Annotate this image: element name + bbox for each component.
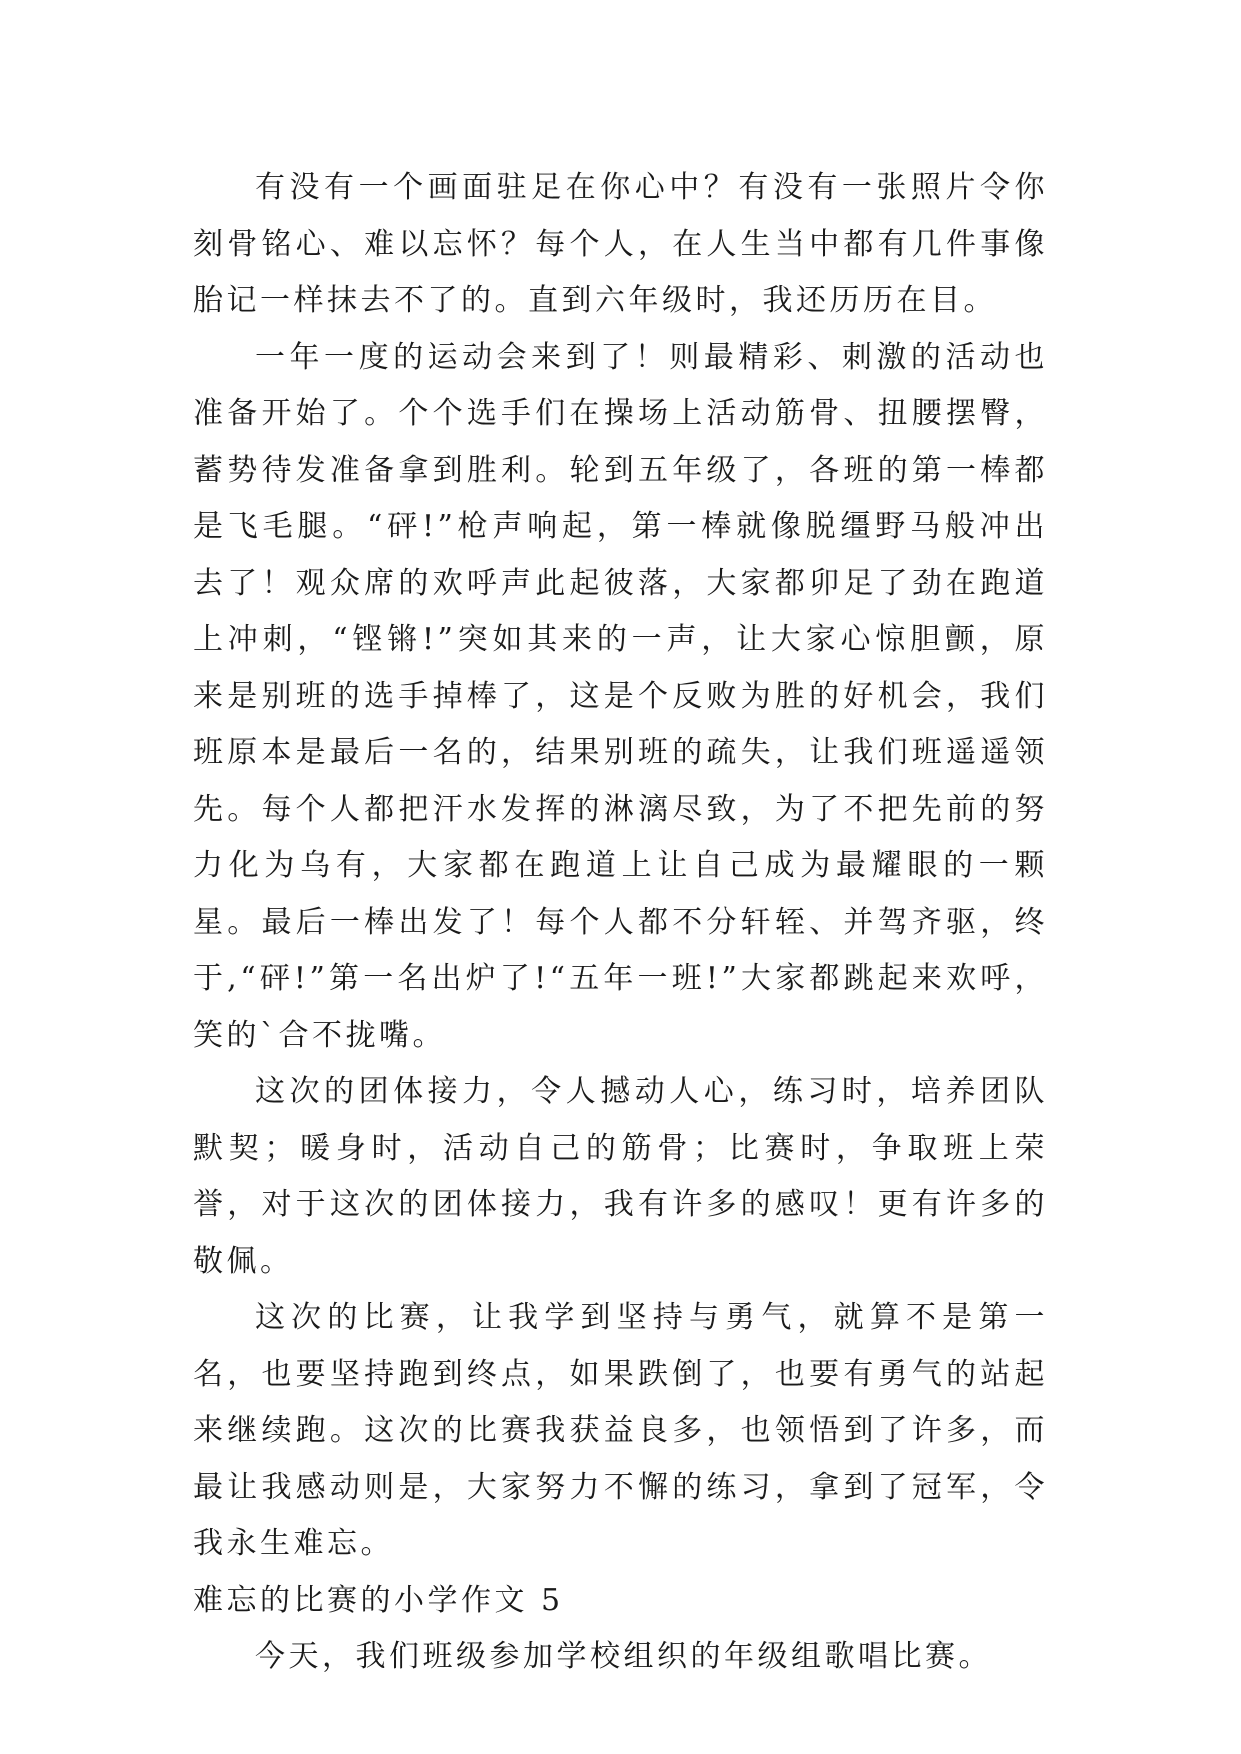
paragraph: 这次的团体接力，令人撼动人心，练习时，培养团队默契；暖身时，活动自己的筋骨；比赛时，争取班上荣誉，对于这次的团体接力，我有许多的感叹！更有许多的敬佩。 — [193, 1074, 1048, 1279]
document-body — [193, 160, 1048, 1686]
paragraph: 有没有一个画面驻足在你心中？有没有一张照片令你刻骨铭心、难以忘怀？每个人，在人生当中都有几件事像胎记一样抹去不了的。直到六年级时，我还历历在目。 — [193, 170, 1048, 318]
paragraph: 今天，我们班级参加学校组织的年级组歌唱比赛。 — [255, 1639, 992, 1674]
section-title: 难忘的比赛的小学作文 5 — [193, 1582, 564, 1618]
paragraph: 这次的比赛，让我学到坚持与勇气，就算不是第一名，也要坚持跑到终点，如果跌倒了，也要有勇气的站起来继续跑。这次的比赛我获益良多，也领悟到了许多，而最让我感动则是，大家努力不懈的练习，拿到了冠军，令我永生难忘。 — [193, 1300, 1048, 1561]
paragraph: 一年一度的运动会来到了！则最精彩、刺激的活动也准备开始了。个个选手们在操场上活动筋骨、扭腰摆臀，蓄势待发准备拿到胜利。轮到五年级了，各班的第一棒都是飞毛腿。“砰!”枪声响起，第一棒就像脱缰野马般冲出去了！观众席的欢呼声此起彼落，大家都卯足了劲在跑道上冲刺，“铿锵!”突如其来的一声，让大家心惊胆颤，原来是别班的选手掉棒了，这是个反败为胜的好机会，我们班原本是最后一名的，结果别班的疏失，让我们班遥遥领先。每个人都把汗水发挥的淋漓尽致，为了不把先前的努力化为乌有，大家都在跑道上让自己成为最耀眼的一颗星。最后一棒出发了！每个人都不分轩轾、并驾齐驱，终于,“砰!”第一名出炉了!“五年一班!”大家都跳起来欢呼，笑的`合不拢嘴。 — [193, 339, 1048, 1053]
